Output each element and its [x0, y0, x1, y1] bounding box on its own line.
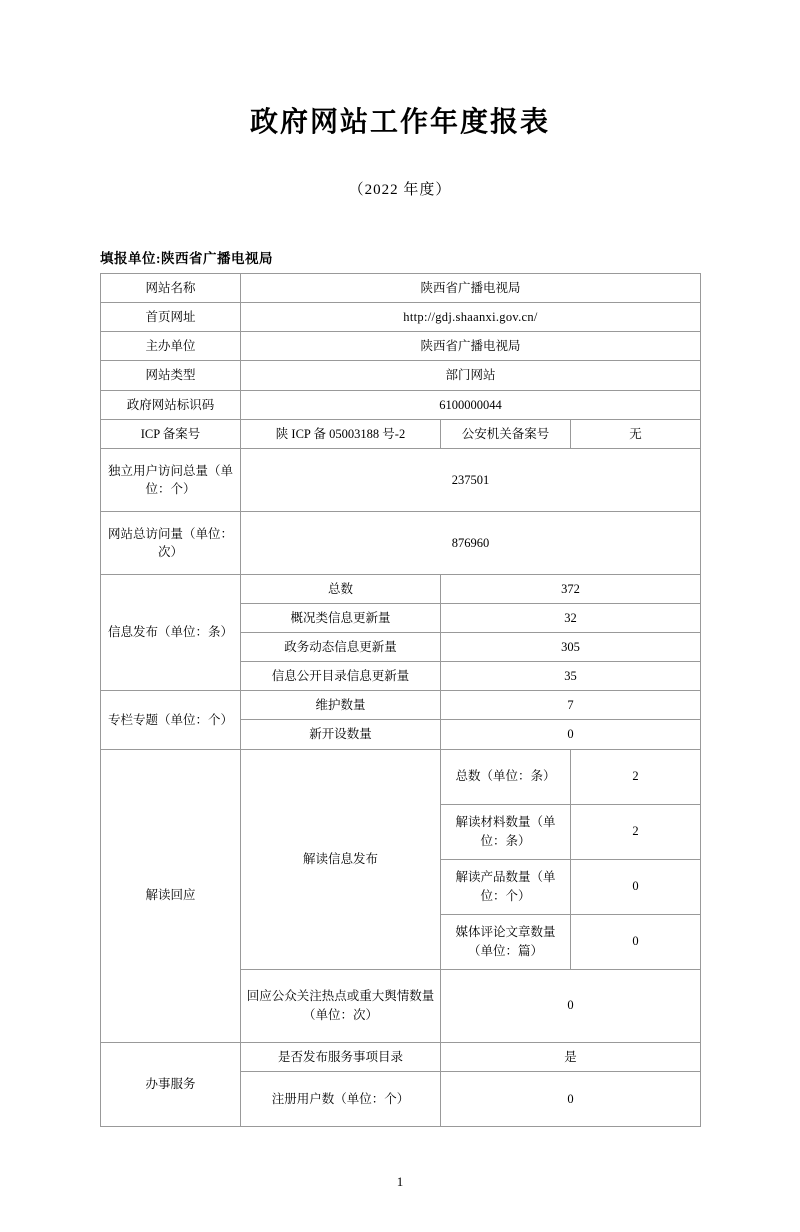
column-topic-label: 专栏专题（单位：个） — [101, 691, 241, 749]
table-row — [101, 419, 701, 448]
table-row — [101, 1042, 701, 1071]
column-topic-item-value: 0 — [441, 720, 701, 749]
column-topic-item-label: 维护数量 — [241, 691, 441, 720]
table-row — [101, 691, 701, 720]
info-publish-item-label: 总数 — [241, 574, 441, 603]
sponsor-value: 陕西省广播电视局 — [241, 332, 701, 361]
unique-visitors-value: 237501 — [241, 448, 701, 511]
column-topic-item-label: 新开设数量 — [241, 720, 441, 749]
document-page — [0, 100, 800, 1232]
interpretation-item-value: 2 — [571, 804, 701, 859]
page-number: 1 — [396, 1174, 404, 1189]
service-catalog-value: 是 — [441, 1042, 701, 1071]
registered-users-label: 注册用户数（单位：个） — [241, 1071, 441, 1126]
icp-value: 陕 ICP 备 05003188 号-2 — [241, 419, 441, 448]
site-name-label: 网站名称 — [101, 274, 241, 303]
service-catalog-label: 是否发布服务事项目录 — [241, 1042, 441, 1071]
site-type-label: 网站类型 — [101, 361, 241, 390]
hotspot-response-value: 0 — [441, 969, 701, 1042]
info-publish-item-label: 概况类信息更新量 — [241, 603, 441, 632]
service-label: 办事服务 — [101, 1042, 241, 1126]
page-subtitle: （2022 年度） — [348, 182, 452, 198]
registered-users-value: 0 — [441, 1071, 701, 1126]
table-row — [101, 574, 701, 603]
police-record-value: 无 — [571, 419, 701, 448]
total-visits-label: 网站总访问量（单位：次） — [101, 511, 241, 574]
icp-label: ICP 备案号 — [101, 419, 241, 448]
police-record-label: 公安机关备案号 — [441, 419, 571, 448]
table-row — [101, 749, 701, 804]
homepage-value: http://gdj.shaanxi.gov.cn/ — [241, 303, 701, 332]
filler-unit-label: 填报单位:陕西省广播电视局 — [100, 251, 273, 266]
homepage-label: 首页网址 — [101, 303, 241, 332]
interpretation-item-value: 0 — [571, 859, 701, 914]
info-publish-item-value: 35 — [441, 662, 701, 691]
interpretation-item-value: 2 — [571, 749, 701, 804]
interpretation-label: 解读回应 — [101, 749, 241, 1042]
interpretation-publish-label: 解读信息发布 — [241, 749, 441, 969]
info-publish-item-value: 372 — [441, 574, 701, 603]
interpretation-item-label: 解读产品数量（单位：个） — [441, 859, 571, 914]
table-row — [101, 303, 701, 332]
annual-report-table — [100, 273, 701, 1127]
table-row — [101, 361, 701, 390]
info-publish-item-label: 政务动态信息更新量 — [241, 633, 441, 662]
interpretation-item-label: 解读材料数量（单位：条） — [441, 804, 571, 859]
total-visits-value: 876960 — [241, 511, 701, 574]
gov-code-label: 政府网站标识码 — [101, 390, 241, 419]
info-publish-item-label: 信息公开目录信息更新量 — [241, 662, 441, 691]
site-name-value: 陕西省广播电视局 — [241, 274, 701, 303]
hotspot-response-label: 回应公众关注热点或重大舆情数量（单位：次） — [241, 969, 441, 1042]
table-row — [101, 332, 701, 361]
interpretation-item-value: 0 — [571, 914, 701, 969]
page-title: 政府网站工作年度报表 — [249, 107, 550, 138]
info-publish-label: 信息发布（单位：条） — [101, 574, 241, 691]
table-row — [101, 511, 701, 574]
site-type-value: 部门网站 — [241, 361, 701, 390]
table-row — [101, 274, 701, 303]
interpretation-item-label: 总数（单位：条） — [441, 749, 571, 804]
gov-code-value: 6100000044 — [241, 390, 701, 419]
table-row — [101, 448, 701, 511]
interpretation-item-label: 媒体评论文章数量（单位：篇） — [441, 914, 571, 969]
info-publish-item-value: 305 — [441, 633, 701, 662]
info-publish-item-value: 32 — [441, 603, 701, 632]
table-row — [101, 390, 701, 419]
sponsor-label: 主办单位 — [101, 332, 241, 361]
unique-visitors-label: 独立用户访问总量（单位：个） — [101, 448, 241, 511]
column-topic-item-value: 7 — [441, 691, 701, 720]
